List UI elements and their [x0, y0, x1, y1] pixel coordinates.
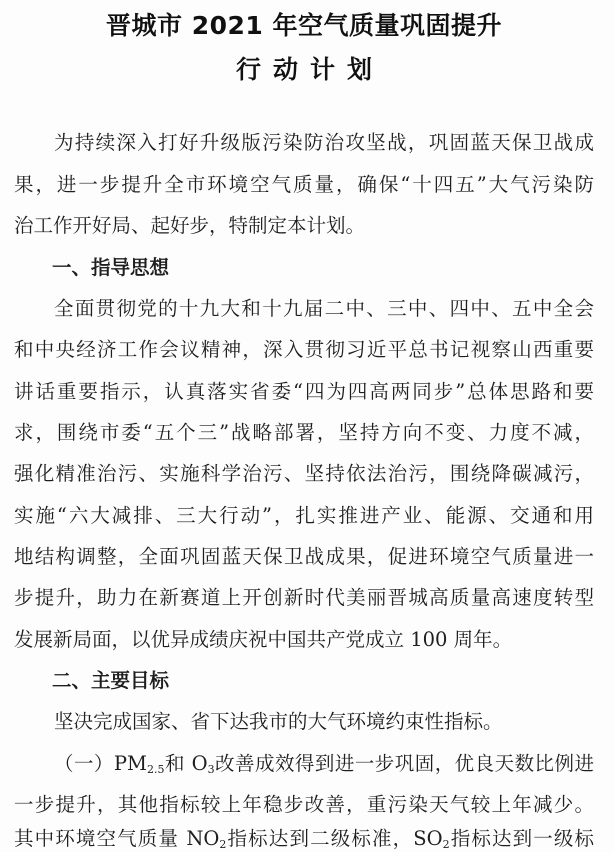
- paragraph-line: 地结构调整，全面巩固蓝天保卫战成果，促进环境空气质量进一: [14, 545, 594, 568]
- text-run: （一）PM: [54, 752, 147, 775]
- text-run: 和 O: [164, 752, 208, 775]
- text-run: 改善成效得到进一步巩固，优良天数比例进: [214, 752, 594, 775]
- paragraph-line: 求，围绕市委“五个三”战略部署，坚持方向不变、力度不减，: [14, 421, 594, 444]
- paragraph-line: [54, 751, 594, 777]
- text-run: 指标达到一级标: [449, 827, 594, 850]
- document-subtitle: 行动计划: [235, 55, 384, 84]
- paragraph-line: 实施“六大减排、三大行动”，扎实推进产业、能源、交通和用: [14, 504, 594, 527]
- section-heading: 一、指导思想: [52, 256, 170, 279]
- document-title: 晋城市 2021 年空气质量巩固提升: [106, 11, 502, 40]
- paragraph-line: 和中央经济工作会议精神，深入贯彻习近平总书记视察山西重要: [14, 338, 594, 361]
- subscript: 2: [219, 838, 227, 851]
- paragraph-line: 强化精准治污、实施科学治污、坚持依法治污，围绕降碳减污，: [14, 462, 594, 485]
- paragraph-line: 坚决完成国家、省下达我市的大气环境约束性指标。: [54, 710, 503, 733]
- subscript: 2: [442, 838, 450, 851]
- paragraph-line: 步提升，助力在新赛道上开创新时代美丽晋城高质量高速度转型: [14, 586, 594, 609]
- text-run: 其中环境空气质量 NO: [14, 827, 220, 850]
- paragraph-line: 治工作开好局、起好步，特制定本计划。: [14, 214, 366, 237]
- paragraph-line: 讲话重要指示，认真落实省委“四为四高两同步”总体思路和要: [14, 380, 594, 403]
- paragraph-line: [14, 826, 594, 852]
- paragraph-line: 发展新局面，以优异成绩庆祝中国共产党成立 100 周年。: [14, 628, 513, 651]
- subscript: 2.5: [147, 763, 165, 776]
- paragraph-line: 一步提升，其他指标较上年稳步改善，重污染天气较上年减少。: [14, 793, 594, 816]
- paragraph-line: 为持续深入打好升级版污染防治攻坚战，巩固蓝天保卫战成: [54, 131, 594, 154]
- paragraph-line: 果，进一步提升全市环境空气质量，确保“十四五”大气污染防: [14, 173, 594, 196]
- text-run: 指标达到二级标准，SO: [226, 827, 443, 850]
- paragraph-line: 全面贯彻党的十九大和十九届二中、三中、四中、五中全会: [54, 297, 594, 320]
- section-heading: 二、主要目标: [52, 669, 170, 692]
- subscript: 3: [207, 763, 215, 776]
